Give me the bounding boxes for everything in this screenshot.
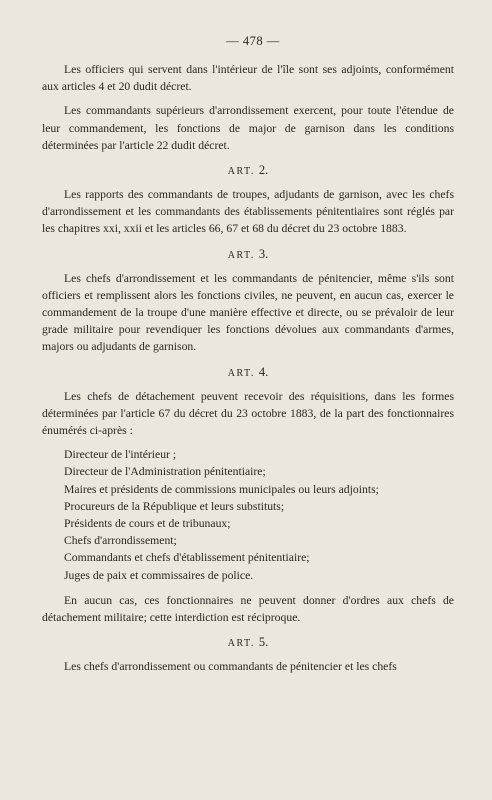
article-number: 5. bbox=[258, 635, 269, 650]
article-number: 2. bbox=[258, 163, 269, 178]
list-item: Chefs d'arrondissement; bbox=[64, 534, 177, 548]
list-item: Juges de paix et commissaires de police. bbox=[64, 568, 254, 582]
article-heading bbox=[42, 247, 454, 262]
list-item: Procureurs de la République et leurs substituts; bbox=[64, 499, 285, 513]
article-label: ART. bbox=[227, 367, 255, 379]
paragraph: Les chefs d'arrondissement et les commandants de pénitencier, même s'ils sont officiers et remplissent alors les fonctions civiles, ne peuvent, en aucun cas, exercer le commandement de la troupe d'une manière effective et directe, ou se prévaloir de leur grade militaire pour revendiquer les fonctions dévolues aux commandants d'armes, majors ou adjudants de garnison. bbox=[42, 271, 454, 354]
list-item: Présidents de cours et de tribunaux; bbox=[64, 517, 231, 531]
page-number: — 478 — bbox=[226, 34, 280, 48]
paragraph: En aucun cas, ces fonctionnaires ne peuvent donner d'ordres aux chefs de détachement militaire; cette interdiction est réciproque. bbox=[42, 593, 454, 625]
paragraph: Les rapports des commandants de troupes, adjudants de garnison, avec les chefs d'arrondissement et les commandants des établissements pénitentiaires sont réglés par les chapitres xxi, xxii et les articles 66, 67 et 68 du décret du 23 octobre 1883. bbox=[42, 188, 454, 236]
official-list bbox=[42, 446, 454, 584]
paragraph: Les chefs d'arrondissement ou commandants de pénitencier et les chefs bbox=[64, 660, 397, 674]
paragraph: Les officiers qui servent dans l'intérieur de l'île sont ses adjoints, conformément aux articles 4 et 20 dudit décret. bbox=[42, 63, 454, 94]
article-number: 4. bbox=[258, 364, 269, 379]
article-label: ART. bbox=[227, 638, 255, 650]
article-number: 3. bbox=[258, 246, 269, 261]
article-heading bbox=[42, 635, 454, 650]
paragraph: Les chefs de détachement peuvent recevoir des réquisitions, dans les formes déterminées par l'article 67 du décret du 23 octobre 1883, de la part des fonctionnaires énumérés ci-après : bbox=[42, 389, 454, 438]
article-heading bbox=[42, 365, 454, 380]
list-item: Maires et présidents de commissions municipales ou leurs adjoints; bbox=[64, 482, 379, 496]
paragraph: Les commandants supérieurs d'arrondissement exercent, pour toute l'étendue de leur commandement, les fonctions de major de garnison dans les conditions déterminées par l'article 22 dudit décret. bbox=[42, 104, 454, 152]
article-heading bbox=[42, 163, 454, 178]
list-item: Commandants et chefs d'établissement pénitentiaire; bbox=[64, 551, 310, 565]
article-label: ART. bbox=[227, 249, 255, 261]
article-label: ART. bbox=[227, 166, 255, 178]
list-item: Directeur de l'Administration pénitentiaire; bbox=[64, 465, 266, 479]
list-item: Directeur de l'intérieur ; bbox=[64, 448, 177, 462]
